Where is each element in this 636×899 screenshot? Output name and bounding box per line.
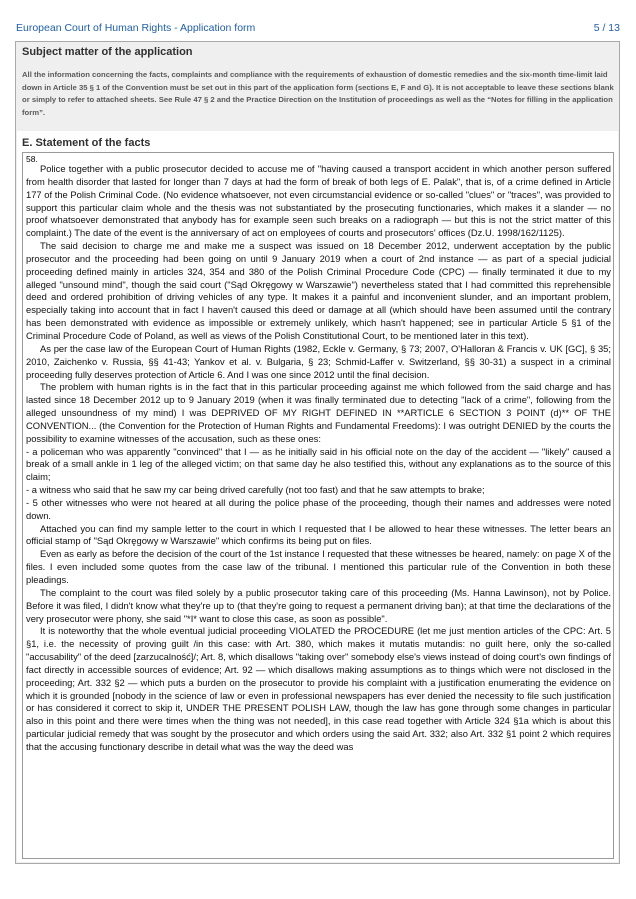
statement-paragraph: Police together with a public prosecutor decided to accuse me of "having caused a transport accident in which another person suffered from health disorder that lasted for longer than 7 days at had the form of break of both legs of E. Palak", that is, of a crime defined in Article 177 of the Polish Criminal Code. (No evidence whatsoever, not even circumstancial evidence or so-called "clues" or "traces", was provided to support this particular claim whole and the thesis was not substantiated by the prosecuting functionaries, which makes it a slander — no proof whatsoever demonstrated that anybody has for example seen such breaks on a radiograph — but this is not the strict matter of this complaint.) The date of the event is the anniversary of act on employees of courts and prosecutors' offices (Dz.U. 1998/162/1125). — [26, 163, 611, 239]
application-frame — [15, 41, 620, 864]
statement-paragraph: - 5 other witnesses who were not heared at all during the police phase of the proceeding, though their names and addresses were noted down. — [26, 496, 611, 521]
statement-paragraph: - a witness who said that he saw my car being drived carefully (not too fast) and that he saw attempts to brake; — [26, 484, 485, 496]
page-number: 5 / 13 — [593, 22, 620, 34]
statement-paragraph: As per the case law of the European Court of Human Rights (1982, Eckle v. Germany, § 73; 2007, O'Halloran & Francis v. UK [GC], § 35; 2010, Zaichenko v. Russia, §§ 41-43; Yankov et al. v. Bulgaria, § 23; Schmid-Laffer v. Switzerland, §§ 30-31) a suspect in a criminal proceeding fully deserves protection of Article 6. And I was one since 2012 until the final decision. — [26, 342, 611, 380]
page-header — [16, 22, 620, 38]
statement-paragraph: The said decision to charge me and make me a suspect was issued on 18 December 2012, underwent acceptation by the public prosecutor and the proceeding had been going on until 9 January 2019 when a court of 2nd instance — as part of a special judicial proceeding defined mainly in articles 324, 354 and 380 of the Polish Criminal Procedure Code (CPC) — finally terminated it due to my alleged "unsound mind", though the said court ("Sąd Okręgowy w Warszawie") nevertheless stated that I had committed this reprehensible deed and ordered prohibition of driving vehicles of any type. It makes it a painful and inconvenient slunder, and an important problem, especially taking into account that in fact I haven't caused this deed or damage at all (which should have been assumed until the contrary has been demonstrated with evidence as impossible or extremely unlikely, which hasn't happened; see in particular Article 5 §1 of the Criminal Procedure Code of Poland, as well as views of the Polish Constitutional Court, to be mentioned later in this text). — [26, 240, 611, 341]
statement-of-facts-field[interactable] — [22, 152, 614, 859]
statement-paragraph: It is noteworthy that the whole eventual judicial proceeding VIOLATED the PROCEDURE (let me just mention articles of the CPC: Art. 5 §1, i.e. the necessity of proving guilt /in this case: with Art. 380, which makes it mutatis mutandis: no guilt here, only the so-called "accusability" of the deed [zarzucalność]/; Art. 8, which disallows "taking over" somebody else's views instead of doing court's own findings of fact directly in accessible sources of evidence; Art. 92 — which disallows making assumptions as to things which were not disclosed in the proceeding; Art. 332 §2 — which puts a burden on the prosecutor to provide his complaint with a justification enumerating the evidence on which it is grounded [nobody in the science of law or even in professional newspapers has ever denied the necessity to file such justification or has considered it correct to skip it, UNDER THE PRESENT POLISH LAW, though the law has gone through some changes in particular also in this point and there were times when the thing was not needed], in this case read together with Article 324 §1a which is about this particular judicial remedy that was sought by the prosecutor and which orders using the said Art. 332; also Art. 332 §1 point 2 which requires that the accusing functionary describe in detail what was the way the deed was — [26, 625, 611, 752]
subject-instructions: All the information concerning the facts, complaints and compliance with the requirements of exhaustion of domestic remedies and the six-month time-limit laid down in Article 35 § 1 of the Convention must be set out in this part of the application form (sections E, F and G). It is not acceptable to leave these sections blank or simply to refer to attached sheets. See Rule 47 § 2 and the Practice Direction on the Institution of proceedings as well as the “Notes for filling in the application form”. — [22, 70, 614, 117]
statement-paragraph: Attached you can find my sample letter to the court in which I requested that I be allowed to hear these witnesses. The letter bears an official stamp of "Sąd Okręgowy w Warszawie" which confirms its being put on files. — [26, 522, 611, 547]
statement-paragraph: The problem with human rights is in the fact that in this particular proceeding against me which followed from the said charge and has lasted since 18 December 2012 up to 9 January 2019 (when it was finally terminated due to detecting "lack of a crime", following from the alleged unsoundness of my mind) I was DEPRIVED OF MY RIGHT DEFINED IN **ARTICLE 6 SECTION 3 POINT (d)** OF THE CONVENTION... (the Convention for the Protection of Human Rights and Fundamental Freedoms): I was outright DENIED by the courts the possibility to examine witnesses of the accusation, such as these ones: — [26, 381, 611, 444]
statement-text — [26, 163, 611, 754]
subject-title: Subject matter of the application — [22, 46, 193, 58]
statement-paragraph: The complaint to the court was filed solely by a public prosecutor taking care of this proceeding (Ms. Hanna Lawinson), not by Police. Before it was filed, I didn't know what they're up to (that they're going to request a permanent driving ban); at that time the declarations of the very prosecutor were phony, she said "*I* want to close this case, as soon as possible". — [26, 586, 611, 624]
statement-paragraph: - a policeman who was apparently "convinced" that I — as he initially said in his official note on the day of the accident — "likely" caused a break of a small ankle in 1 leg of the alleged victim; on that same day he also testified this, without any explanations as to the source of this claim; — [26, 445, 611, 483]
section-e-title: E. Statement of the facts — [22, 137, 151, 149]
statement-paragraph: Even as early as before the decision of the court of the 1st instance I requested that these witnesses be heared, namely: on page X of the files. I even included some quotes from the case law of the tribunal. I mentioned this particular rule of the Convention in both these pleadings. — [26, 548, 611, 585]
form-title: European Court of Human Rights - Application form — [16, 22, 256, 34]
paragraph-number: 58. — [26, 154, 38, 164]
